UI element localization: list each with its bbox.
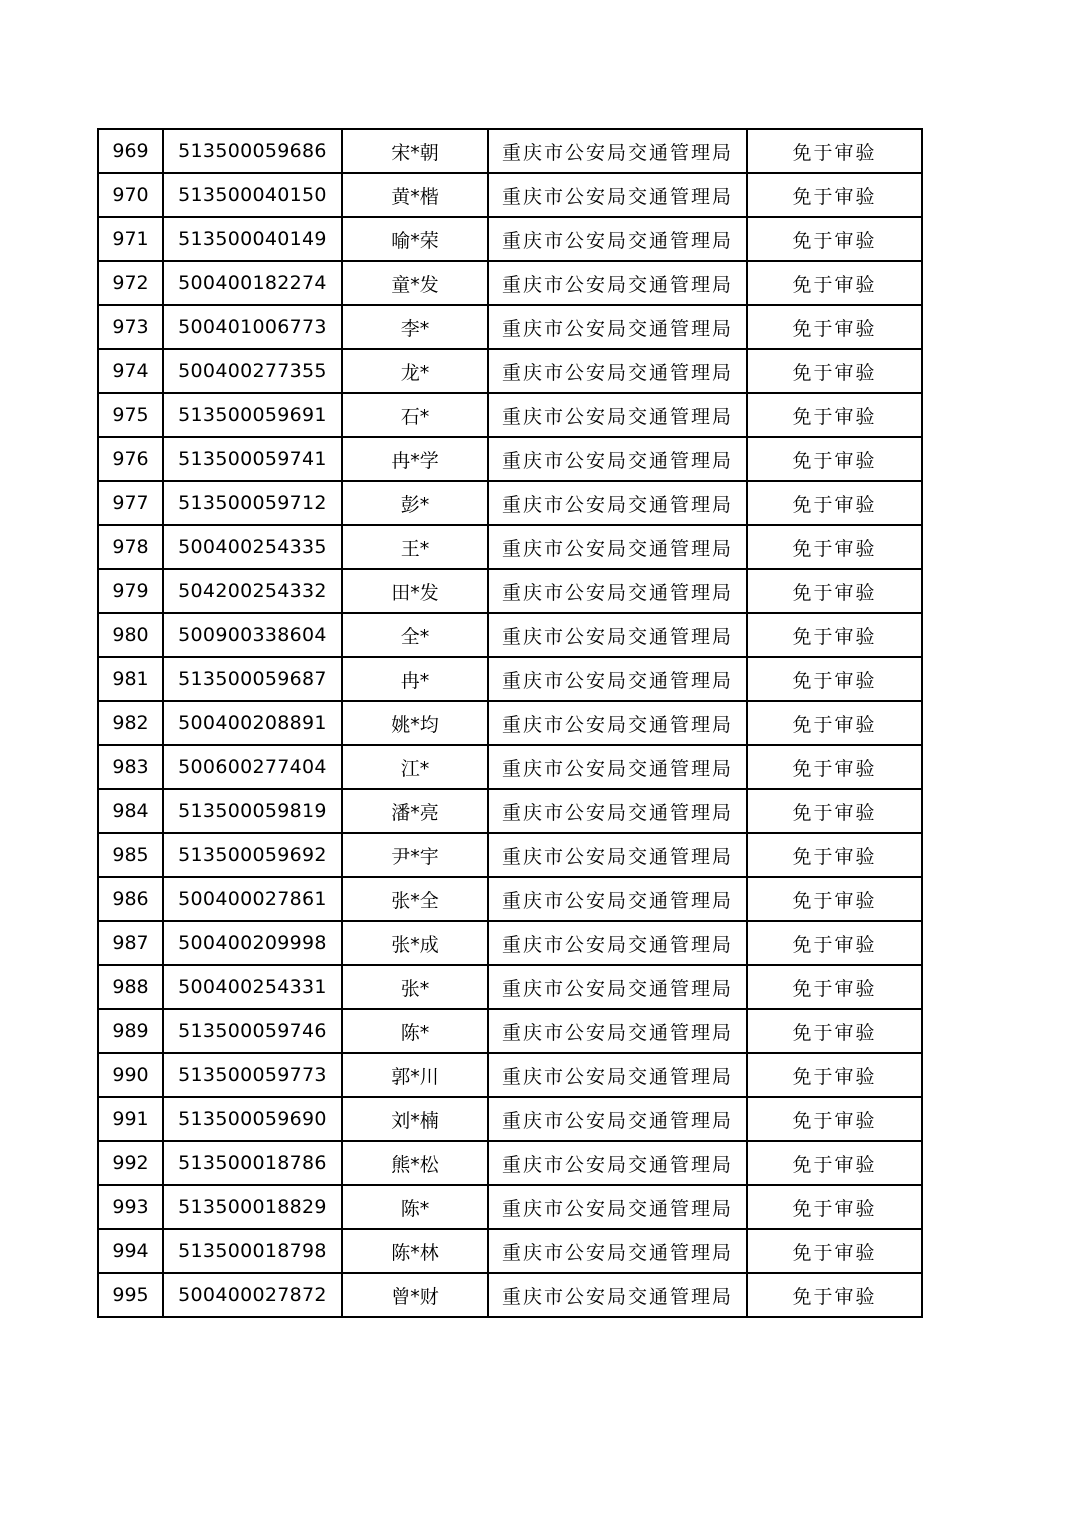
issuing-authority-cell: 重庆市公安局交通管理局: [488, 1229, 747, 1273]
review-status-cell: 免于审验: [747, 481, 922, 525]
person-name-cell: 李*: [342, 305, 488, 349]
review-status-cell: 免于审验: [747, 261, 922, 305]
person-name-cell: 石*: [342, 393, 488, 437]
table-row: [98, 1229, 922, 1273]
license-number-cell: 513500059687: [163, 657, 342, 701]
person-name-cell: 刘*楠: [342, 1097, 488, 1141]
person-name-cell: 冉*学: [342, 437, 488, 481]
person-name-cell: 陈*: [342, 1185, 488, 1229]
license-number-cell: 500400209998: [163, 921, 342, 965]
person-name-cell: 田*发: [342, 569, 488, 613]
issuing-authority-cell: 重庆市公安局交通管理局: [488, 789, 747, 833]
review-status-cell: 免于审验: [747, 1273, 922, 1317]
table-row: [98, 217, 922, 261]
person-name-cell: 黄*楷: [342, 173, 488, 217]
review-status-cell: 免于审验: [747, 657, 922, 701]
row-number-cell: 980: [98, 613, 163, 657]
row-number-cell: 970: [98, 173, 163, 217]
review-status-cell: 免于审验: [747, 921, 922, 965]
issuing-authority-cell: 重庆市公安局交通管理局: [488, 1141, 747, 1185]
person-name-cell: 江*: [342, 745, 488, 789]
review-status-cell: 免于审验: [747, 437, 922, 481]
person-name-cell: 童*发: [342, 261, 488, 305]
person-name-cell: 姚*均: [342, 701, 488, 745]
license-number-cell: 513500018829: [163, 1185, 342, 1229]
row-number-cell: 991: [98, 1097, 163, 1141]
table-row: [98, 1009, 922, 1053]
row-number-cell: 990: [98, 1053, 163, 1097]
issuing-authority-cell: 重庆市公安局交通管理局: [488, 701, 747, 745]
person-name-cell: 陈*林: [342, 1229, 488, 1273]
table-row: [98, 965, 922, 1009]
person-name-cell: 张*成: [342, 921, 488, 965]
person-name-cell: 宋*朝: [342, 129, 488, 173]
review-status-cell: 免于审验: [747, 1185, 922, 1229]
person-name-cell: 尹*宇: [342, 833, 488, 877]
table-row: [98, 1185, 922, 1229]
row-number-cell: 989: [98, 1009, 163, 1053]
license-number-cell: 513500059712: [163, 481, 342, 525]
review-status-cell: 免于审验: [747, 701, 922, 745]
row-number-cell: 981: [98, 657, 163, 701]
row-number-cell: 988: [98, 965, 163, 1009]
issuing-authority-cell: 重庆市公安局交通管理局: [488, 1053, 747, 1097]
license-number-cell: 500600277404: [163, 745, 342, 789]
license-number-cell: 500900338604: [163, 613, 342, 657]
license-number-cell: 513500059691: [163, 393, 342, 437]
table-row: [98, 437, 922, 481]
license-number-cell: 500400027872: [163, 1273, 342, 1317]
person-name-cell: 曾*财: [342, 1273, 488, 1317]
table-row: [98, 173, 922, 217]
license-number-cell: 513500059692: [163, 833, 342, 877]
person-name-cell: 王*: [342, 525, 488, 569]
review-status-cell: 免于审验: [747, 129, 922, 173]
data-table: [97, 128, 923, 1318]
row-number-cell: 987: [98, 921, 163, 965]
table-row: [98, 921, 922, 965]
row-number-cell: 984: [98, 789, 163, 833]
review-status-cell: 免于审验: [747, 833, 922, 877]
issuing-authority-cell: 重庆市公安局交通管理局: [488, 657, 747, 701]
table-row: [98, 305, 922, 349]
issuing-authority-cell: 重庆市公安局交通管理局: [488, 217, 747, 261]
issuing-authority-cell: 重庆市公安局交通管理局: [488, 525, 747, 569]
license-number-cell: 500400208891: [163, 701, 342, 745]
issuing-authority-cell: 重庆市公安局交通管理局: [488, 261, 747, 305]
review-status-cell: 免于审验: [747, 217, 922, 261]
license-number-cell: 513500059741: [163, 437, 342, 481]
license-number-cell: 513500059773: [163, 1053, 342, 1097]
row-number-cell: 975: [98, 393, 163, 437]
row-number-cell: 986: [98, 877, 163, 921]
row-number-cell: 971: [98, 217, 163, 261]
row-number-cell: 977: [98, 481, 163, 525]
license-number-cell: 500401006773: [163, 305, 342, 349]
table-row: [98, 745, 922, 789]
review-status-cell: 免于审验: [747, 349, 922, 393]
review-status-cell: 免于审验: [747, 745, 922, 789]
row-number-cell: 983: [98, 745, 163, 789]
review-status-cell: 免于审验: [747, 965, 922, 1009]
table-row: [98, 1097, 922, 1141]
review-status-cell: 免于审验: [747, 1097, 922, 1141]
row-number-cell: 994: [98, 1229, 163, 1273]
issuing-authority-cell: 重庆市公安局交通管理局: [488, 349, 747, 393]
license-number-cell: 500400277355: [163, 349, 342, 393]
review-status-cell: 免于审验: [747, 877, 922, 921]
issuing-authority-cell: 重庆市公安局交通管理局: [488, 173, 747, 217]
license-number-cell: 513500059686: [163, 129, 342, 173]
issuing-authority-cell: 重庆市公安局交通管理局: [488, 569, 747, 613]
license-number-cell: 500400182274: [163, 261, 342, 305]
license-number-cell: 500400254335: [163, 525, 342, 569]
table-row: [98, 1141, 922, 1185]
table-row: [98, 349, 922, 393]
license-number-cell: 513500018798: [163, 1229, 342, 1273]
review-status-cell: 免于审验: [747, 613, 922, 657]
license-number-cell: 513500040150: [163, 173, 342, 217]
license-number-cell: 513500040149: [163, 217, 342, 261]
table-row: [98, 525, 922, 569]
table-row: [98, 789, 922, 833]
license-number-cell: 513500018786: [163, 1141, 342, 1185]
table-row: [98, 657, 922, 701]
table-row: [98, 613, 922, 657]
review-status-cell: 免于审验: [747, 1053, 922, 1097]
review-status-cell: 免于审验: [747, 393, 922, 437]
table-row: [98, 481, 922, 525]
row-number-cell: 985: [98, 833, 163, 877]
table-row: [98, 1053, 922, 1097]
issuing-authority-cell: 重庆市公安局交通管理局: [488, 921, 747, 965]
person-name-cell: 熊*松: [342, 1141, 488, 1185]
issuing-authority-cell: 重庆市公安局交通管理局: [488, 305, 747, 349]
issuing-authority-cell: 重庆市公安局交通管理局: [488, 833, 747, 877]
row-number-cell: 976: [98, 437, 163, 481]
review-status-cell: 免于审验: [747, 1229, 922, 1273]
table-row: [98, 1273, 922, 1317]
review-status-cell: 免于审验: [747, 569, 922, 613]
issuing-authority-cell: 重庆市公安局交通管理局: [488, 1097, 747, 1141]
person-name-cell: 全*: [342, 613, 488, 657]
row-number-cell: 969: [98, 129, 163, 173]
table-row: [98, 261, 922, 305]
row-number-cell: 973: [98, 305, 163, 349]
issuing-authority-cell: 重庆市公安局交通管理局: [488, 1273, 747, 1317]
review-status-cell: 免于审验: [747, 173, 922, 217]
issuing-authority-cell: 重庆市公安局交通管理局: [488, 877, 747, 921]
person-name-cell: 喻*荣: [342, 217, 488, 261]
row-number-cell: 978: [98, 525, 163, 569]
person-name-cell: 郭*川: [342, 1053, 488, 1097]
license-number-cell: 513500059819: [163, 789, 342, 833]
row-number-cell: 972: [98, 261, 163, 305]
review-status-cell: 免于审验: [747, 1141, 922, 1185]
row-number-cell: 993: [98, 1185, 163, 1229]
table-row: [98, 833, 922, 877]
license-number-cell: 513500059746: [163, 1009, 342, 1053]
person-name-cell: 张*全: [342, 877, 488, 921]
license-number-cell: 513500059690: [163, 1097, 342, 1141]
person-name-cell: 陈*: [342, 1009, 488, 1053]
person-name-cell: 龙*: [342, 349, 488, 393]
row-number-cell: 992: [98, 1141, 163, 1185]
review-status-cell: 免于审验: [747, 1009, 922, 1053]
issuing-authority-cell: 重庆市公安局交通管理局: [488, 1009, 747, 1053]
table-row: [98, 877, 922, 921]
issuing-authority-cell: 重庆市公安局交通管理局: [488, 393, 747, 437]
table-row: [98, 701, 922, 745]
license-number-cell: 504200254332: [163, 569, 342, 613]
review-status-cell: 免于审验: [747, 305, 922, 349]
license-number-cell: 500400254331: [163, 965, 342, 1009]
issuing-authority-cell: 重庆市公安局交通管理局: [488, 745, 747, 789]
license-number-cell: 500400027861: [163, 877, 342, 921]
issuing-authority-cell: 重庆市公安局交通管理局: [488, 965, 747, 1009]
issuing-authority-cell: 重庆市公安局交通管理局: [488, 1185, 747, 1229]
table-row: [98, 393, 922, 437]
review-status-cell: 免于审验: [747, 789, 922, 833]
person-name-cell: 潘*亮: [342, 789, 488, 833]
issuing-authority-cell: 重庆市公安局交通管理局: [488, 129, 747, 173]
person-name-cell: 冉*: [342, 657, 488, 701]
row-number-cell: 979: [98, 569, 163, 613]
row-number-cell: 982: [98, 701, 163, 745]
table-row: [98, 129, 922, 173]
person-name-cell: 彭*: [342, 481, 488, 525]
row-number-cell: 995: [98, 1273, 163, 1317]
row-number-cell: 974: [98, 349, 163, 393]
issuing-authority-cell: 重庆市公安局交通管理局: [488, 613, 747, 657]
person-name-cell: 张*: [342, 965, 488, 1009]
review-status-cell: 免于审验: [747, 525, 922, 569]
table-body: [98, 129, 922, 1317]
issuing-authority-cell: 重庆市公安局交通管理局: [488, 481, 747, 525]
table-row: [98, 569, 922, 613]
issuing-authority-cell: 重庆市公安局交通管理局: [488, 437, 747, 481]
